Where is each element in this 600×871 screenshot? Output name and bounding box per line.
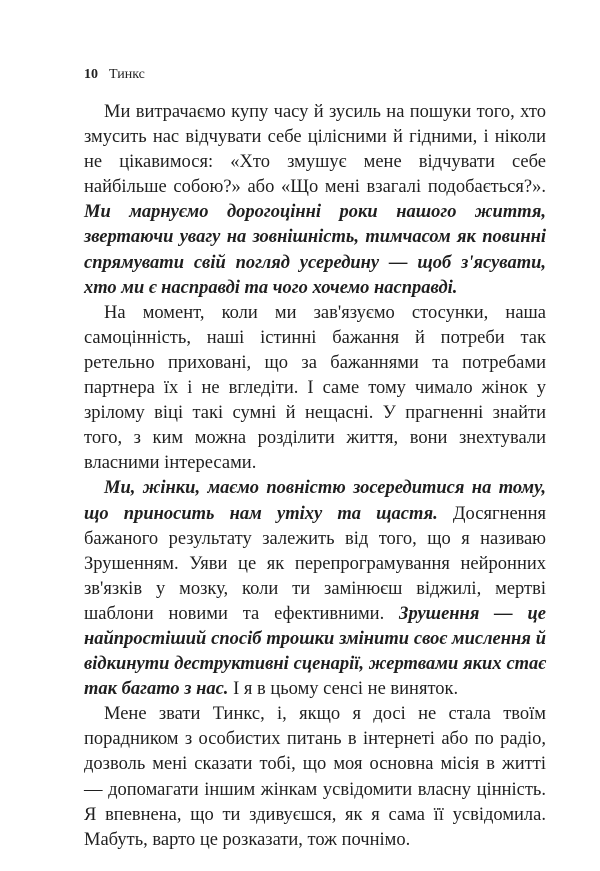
running-head: [84, 66, 145, 84]
paragraph-3: [84, 476, 546, 702]
page-number: 10: [84, 67, 98, 82]
paragraph-2: [84, 301, 546, 477]
body-text: [84, 100, 546, 853]
paragraph-4-text-1: Мене звати Тинкс, і, якщо я досі не стала твоїм порадником з особистих питань в інтернеті або по радіо, дозволь мені сказати тобі, що моя основна місія в житті — допомагати іншим жінкам усвідомити власну цінність. Я впевнена, що ти здивуєшся, як я сама її усвідомила. Мабуть, варто це розказати, тож почнімо.: [84, 704, 546, 850]
paragraph-3-text-1: Досягнення бажаного результату залежить від того, що я називаю Зрушенням. Уяви це як перепрограмування нейронних зв'язків у мозку, коли ти замінюєш віджилі, мертві шаблони новими та ефективними.: [84, 503, 546, 624]
paragraph-3-emphasis-2: Зрушення — це найпростіший спосіб трошки змінити своє мислення й відкинути деструктивні сценарії, жертвами яких стає так багато з нас.: [84, 603, 546, 700]
paragraph-4: [84, 702, 546, 853]
running-title: Тинкс: [109, 67, 145, 82]
paragraph-3-text-2: І я в цьому сенсі не виняток.: [228, 679, 459, 700]
paragraph-1: [84, 100, 546, 301]
paragraph-1-emphasis-1: Ми марнуємо дорогоцінні роки нашого життя, звертаючи увагу на зовнішність, тимчасом як повинні спрямувати свій погляд усередину — щоб з'ясувати, хто ми є насправді та чого хочемо насправді.: [84, 202, 546, 298]
paragraph-1-text-1: Ми витрачаємо купу часу й зусиль на пошуки того, хто змусить нас відчувати себе цілісними й гідними, і ніколи не цікавимося: «Хто змушує мене відчувати себе найбільше собою?» або «Що мені взагалі подобається?».: [84, 102, 546, 198]
paragraph-2-text-1: На момент, коли ми зав'язуємо стосунки, наша самоцінність, наші істинні бажання й потреби так ретельно приховані, що за бажаннями та потребами партнера їх і не вгледіти. І саме тому чимало жінок у зрілому віці такі сумні й нещасні. У прагненні знайти того, з ким можна розділити життя, вони знехтували власними інтересами.: [84, 302, 546, 474]
paragraph-3-emphasis-1: Ми, жінки, маємо повністю зосередитися на тому, що приносить нам утіху та щастя.: [84, 478, 546, 524]
